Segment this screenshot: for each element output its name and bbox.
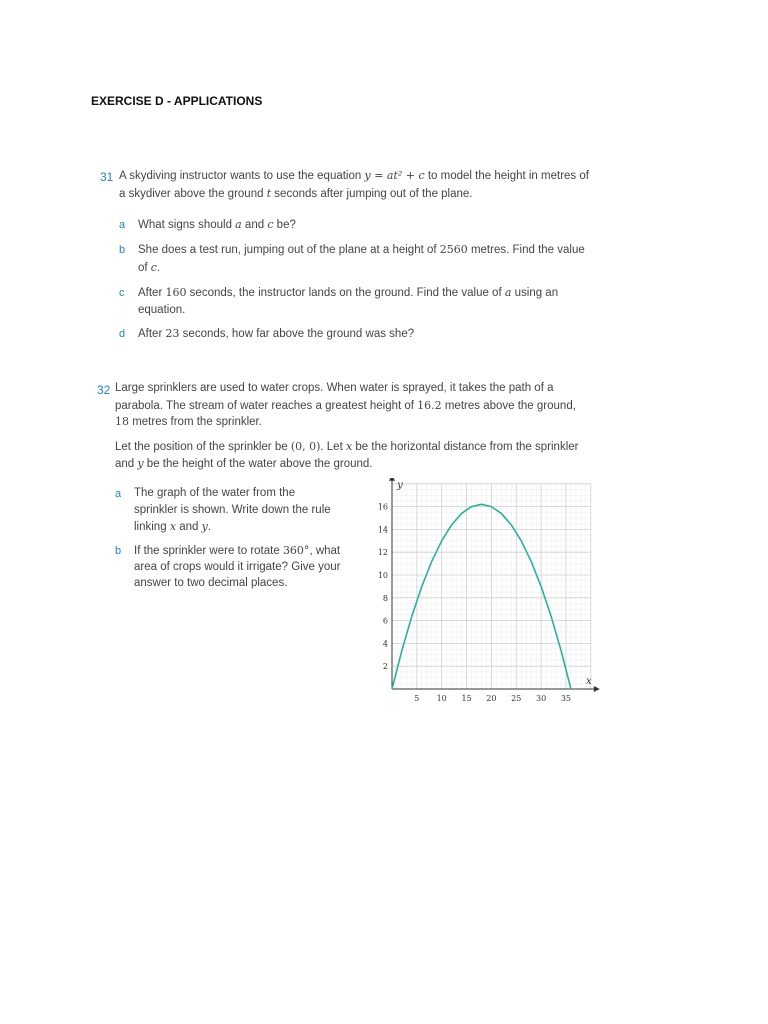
y-tick-label: 6 (382, 616, 388, 626)
question-32-p2-line1 (115, 438, 578, 456)
y-tick-label: 16 (377, 502, 388, 512)
text: . Let (320, 441, 346, 453)
part-31a-label: a (119, 219, 126, 231)
part-31c-label: c (119, 287, 125, 299)
x-tick-label: 20 (486, 694, 497, 703)
text: linking (134, 521, 170, 533)
part-32a-line1: The graph of the water from the (134, 487, 296, 499)
text: a skydiver above the ground (119, 188, 267, 200)
text: and (115, 458, 138, 470)
math-t: t (266, 187, 272, 200)
y-axis-arrow-icon (389, 478, 395, 481)
text: and (176, 521, 202, 533)
number: 16.2 (417, 399, 442, 412)
text: seconds, how far above the ground was she? (179, 328, 415, 340)
exercise-title: EXERCISE D - APPLICATIONS (91, 94, 263, 108)
y-tick-label: 12 (377, 548, 388, 558)
text: What signs should (138, 219, 236, 231)
math-c: c (150, 261, 157, 274)
axes (389, 478, 600, 692)
text: , what (309, 545, 341, 557)
question-31-stem-line2 (119, 185, 473, 203)
text: metres. Find the value (467, 244, 585, 256)
math-c: c (267, 218, 274, 231)
math-x: x (169, 520, 177, 533)
text: After (138, 287, 166, 299)
question-32-p2-line2 (115, 455, 373, 473)
text: A skydiving instructor wants to use the equation (119, 170, 365, 182)
point: (0, 0) (290, 440, 321, 453)
text: seconds, the instructor lands on the ground. Find the value of (186, 287, 505, 299)
part-31b-label: b (119, 244, 126, 256)
text: . (207, 521, 212, 533)
text: . (156, 262, 161, 274)
text: metres from the sprinkler. (129, 416, 262, 428)
text: parabola. The stream of water reaches a greatest height of (115, 400, 418, 412)
math-x: x (345, 440, 353, 453)
text: If the sprinkler were to rotate (134, 545, 283, 557)
equation: y = at² + c (364, 169, 425, 182)
angle: 360° (282, 544, 310, 557)
x-axis-arrow-icon (594, 686, 600, 692)
number: 18 (115, 415, 129, 428)
x-tick-label: 10 (436, 694, 447, 703)
x-tick-label: 35 (560, 694, 572, 703)
math-y: y (137, 457, 144, 470)
question-31-stem-line1 (119, 167, 589, 185)
y-tick-label: 2 (382, 662, 388, 672)
sprinkler-graph (360, 478, 600, 708)
x-tick-label: 15 (461, 694, 472, 703)
y-tick-label: 8 (382, 593, 388, 603)
text: After (138, 328, 166, 340)
question-32-p1-line3 (115, 413, 262, 431)
part-32b-label: b (115, 545, 122, 557)
number: 160 (165, 286, 187, 299)
math-y: y (201, 520, 208, 533)
part-32b-line1 (134, 542, 340, 560)
part-32a-line3 (134, 518, 211, 536)
text: using an (511, 287, 559, 299)
number: 23 (165, 327, 180, 340)
x-tick-label: 25 (511, 694, 522, 703)
math-a: a (504, 286, 512, 299)
text: metres above the ground, (441, 400, 576, 412)
part-31d-text (138, 325, 414, 343)
number: 2560 (439, 243, 468, 256)
question-32-p1-line1: Large sprinklers are used to water crops. When water is sprayed, it takes the path of a (115, 382, 554, 394)
x-axis-label: x (585, 676, 592, 687)
text: Let the position of the sprinkler be (115, 441, 291, 453)
text: to model the height in metres of (424, 170, 589, 182)
question-32-number: 32 (97, 383, 111, 397)
y-tick-label: 10 (377, 571, 388, 580)
y-axis-label: y (397, 479, 403, 491)
part-31b-text-line2 (138, 259, 160, 277)
text: of (138, 262, 151, 274)
text: She does a test run, jumping out of the plane at a height of (138, 244, 440, 256)
text: seconds after jumping out of the plane. (271, 188, 473, 200)
y-tick-label: 4 (382, 639, 388, 649)
question-31-number: 31 (100, 170, 114, 184)
text: and (241, 219, 268, 231)
text: be the height of the water above the ground. (143, 458, 373, 470)
x-tick-label: 30 (536, 694, 547, 703)
part-31a-text (138, 216, 296, 234)
part-31c-text-line1 (138, 284, 558, 302)
text: be? (273, 219, 296, 231)
part-32a-label: a (115, 488, 122, 500)
part-32a-line2: sprinkler is shown. Write down the rule (134, 504, 331, 516)
part-31d-label: d (119, 328, 126, 340)
x-tick-label: 5 (414, 694, 420, 703)
part-31b-text-line1 (138, 241, 585, 259)
math-a: a (235, 218, 242, 231)
text: be the horizontal distance from the sprinkler (352, 441, 579, 453)
part-31c-text-line2: equation. (138, 304, 186, 316)
part-32b-line3: answer to two decimal places. (134, 577, 288, 589)
y-tick-label: 14 (377, 525, 388, 535)
part-32b-line2: area of crops would it irrigate? Give your (134, 561, 341, 573)
